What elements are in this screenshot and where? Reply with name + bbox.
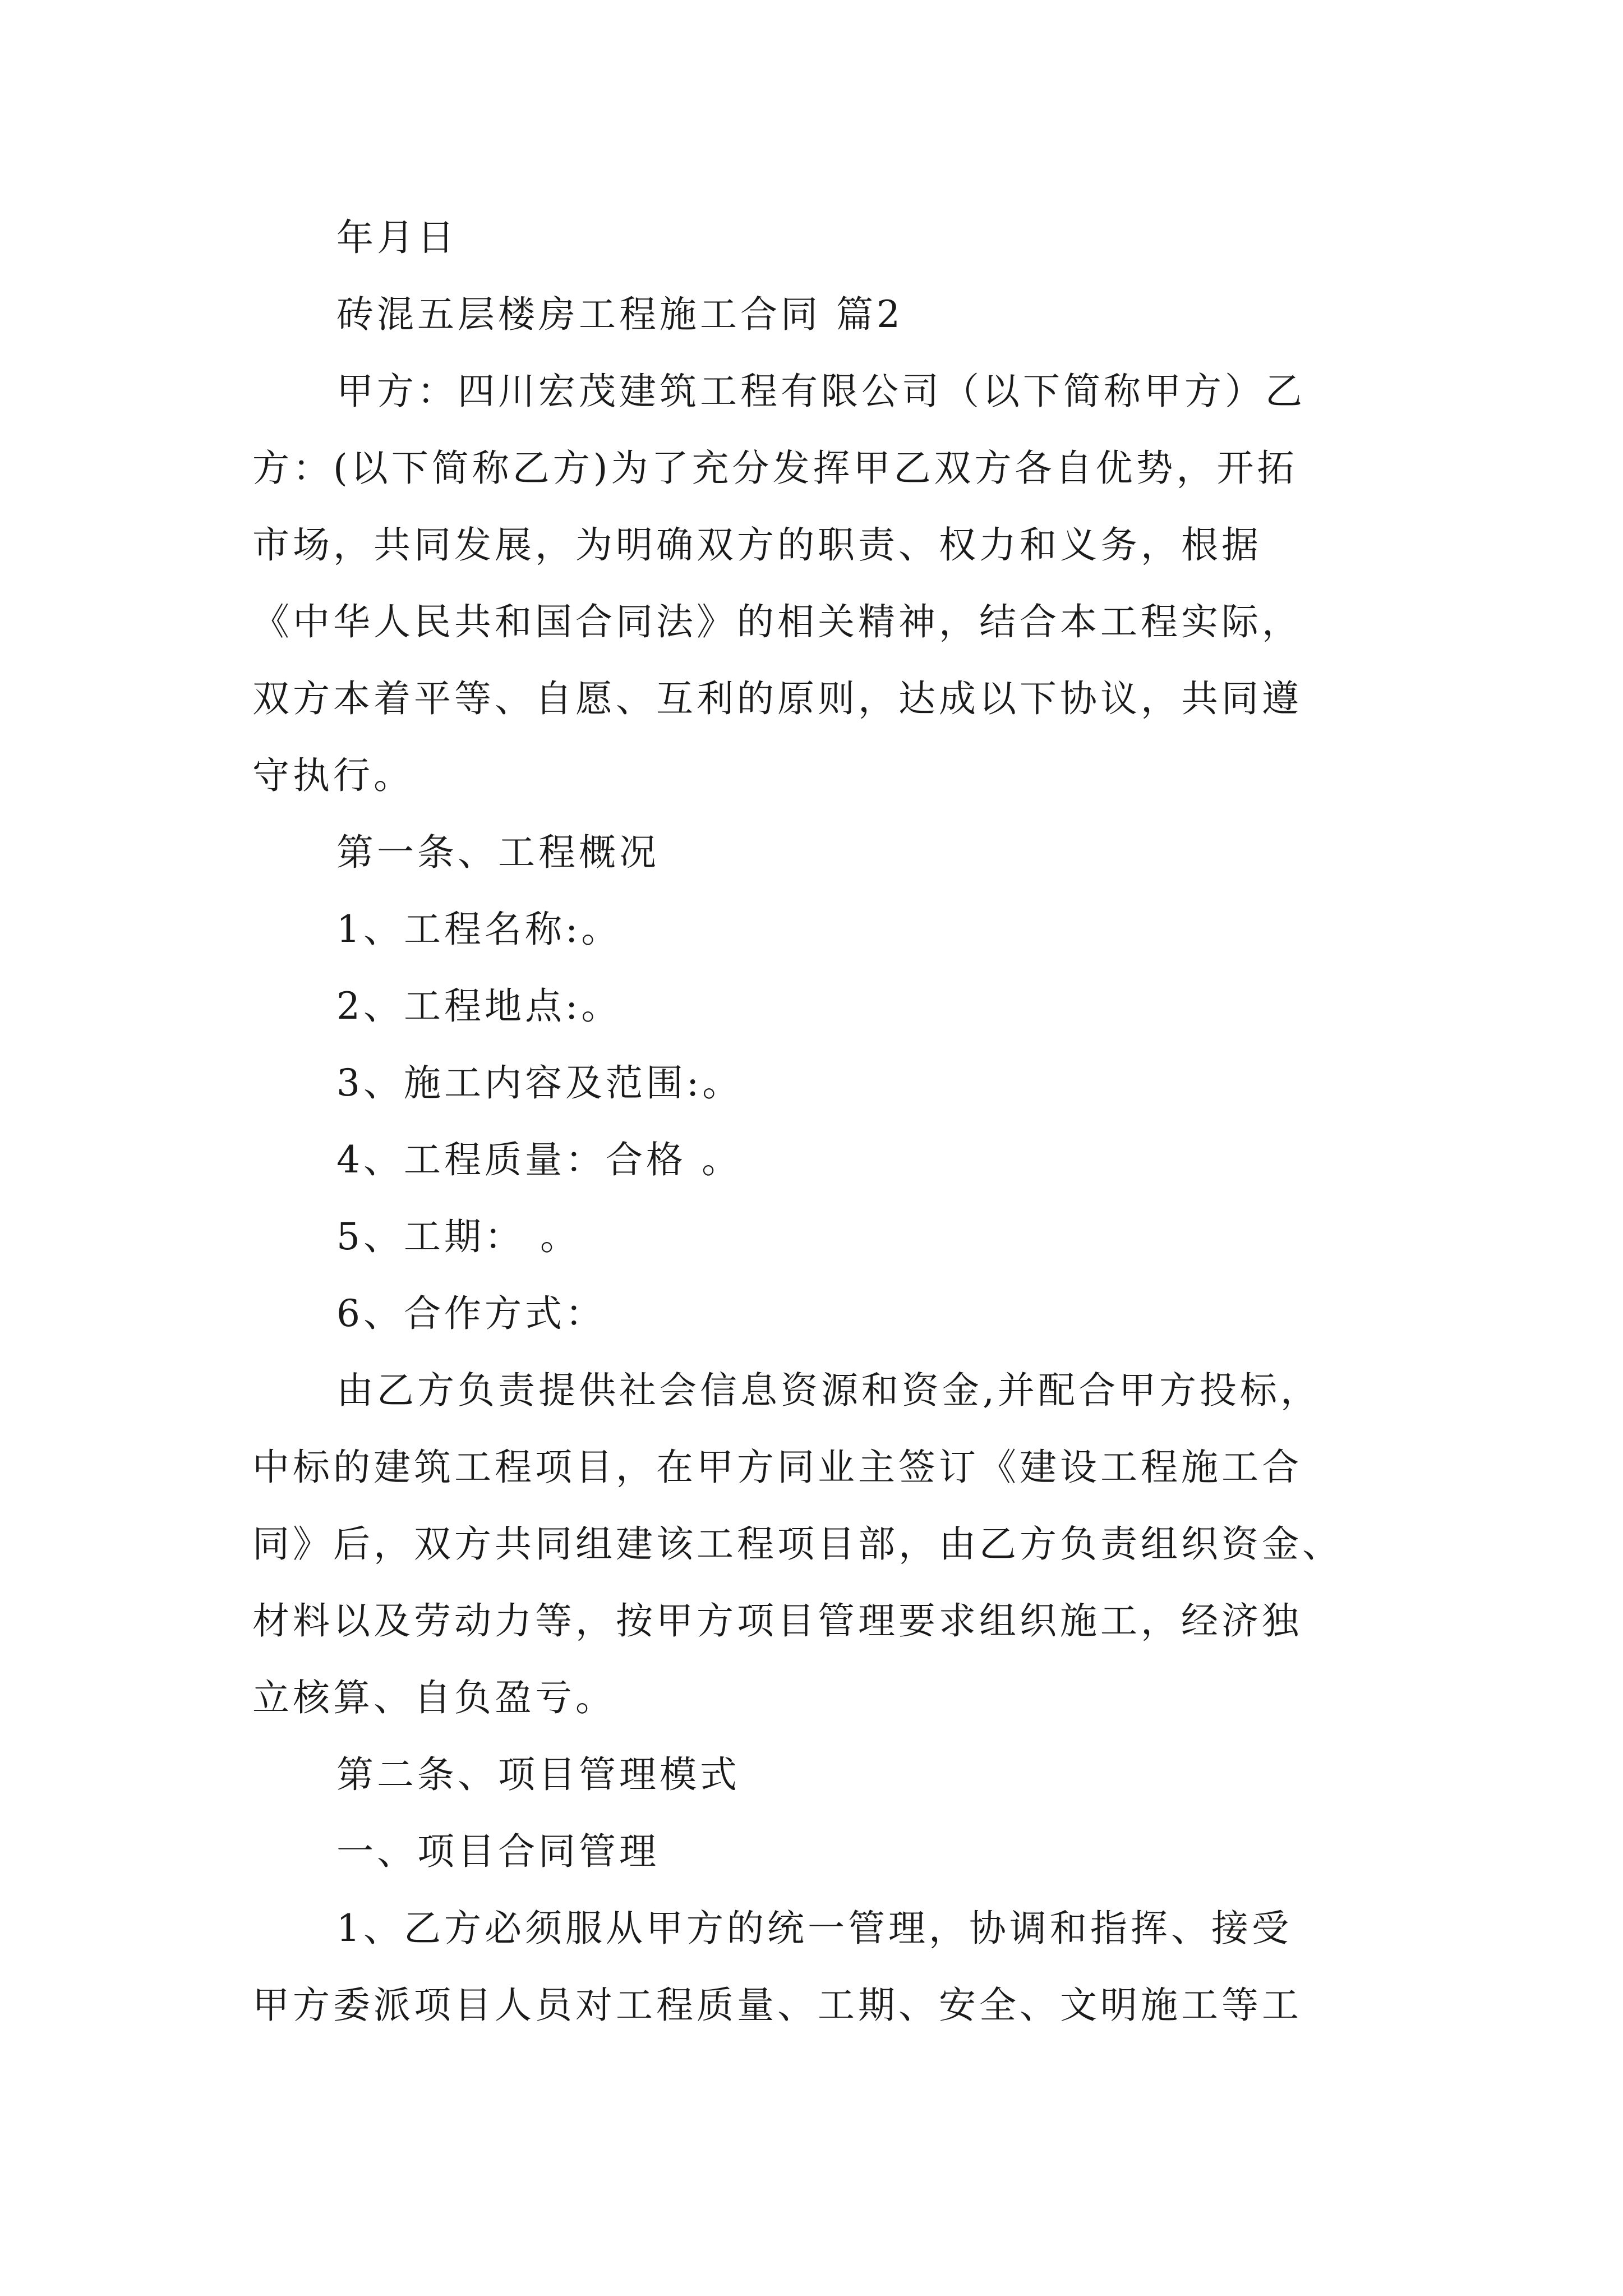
list-item: 5、工期： 。 xyxy=(336,1215,580,1258)
body-line: 立核算、自负盈亏。 xyxy=(252,1676,616,1719)
body-line: 方：(以下简称乙方)为了充分发挥甲乙双方各自优势，开拓 xyxy=(252,447,1298,490)
body-line: 《中华人民共和国合同法》的相关精神，结合本工程实际， xyxy=(252,600,1302,643)
body-line: 1、乙方必须服从甲方的统一管理，协调和指挥、接受 xyxy=(336,1907,1292,1950)
body-line: 由乙方负责提供社会信息资源和资金,并配合甲方投标， xyxy=(336,1369,1321,1412)
body-line: 材料以及劳动力等，按甲方项目管理要求组织施工，经济独 xyxy=(252,1599,1302,1642)
body-line: 中标的建筑工程项目，在甲方同业主签订《建设工程施工合 xyxy=(252,1446,1302,1489)
document-page xyxy=(252,199,1374,2044)
body-line: 双方本着平等、自愿、互利的原则，达成以下协议，共同遵 xyxy=(252,677,1302,720)
contract-title: 砖混五层楼房工程施工合同 篇2 xyxy=(336,293,903,336)
body-line: 同》后，双方共同组建该工程项目部，由乙方负责组织资金、 xyxy=(252,1522,1343,1566)
section-heading: 第二条、项目管理模式 xyxy=(336,1753,740,1796)
body-line: 甲方：四川宏茂建筑工程有限公司（以下简称甲方）乙 xyxy=(336,370,1306,413)
list-item: 6、合作方式： xyxy=(336,1292,606,1335)
list-item: 3、施工内容及范围:。 xyxy=(336,1061,743,1105)
list-item: 4、工程质量：合格 。 xyxy=(336,1138,742,1181)
body-line: 甲方委派项目人员对工程质量、工期、安全、文明施工等工 xyxy=(252,1984,1302,2027)
body-line: 守执行。 xyxy=(252,754,414,797)
body-line: 市场，共同发展，为明确双方的职责、权力和义务，根据 xyxy=(252,523,1262,567)
list-item: 1、工程名称:。 xyxy=(336,908,622,951)
date-line: 年月日 xyxy=(336,216,458,259)
section-heading: 第一条、工程概况 xyxy=(336,831,660,874)
subsection-heading: 一、项目合同管理 xyxy=(336,1830,660,1873)
list-item: 2、工程地点:。 xyxy=(336,984,622,1028)
